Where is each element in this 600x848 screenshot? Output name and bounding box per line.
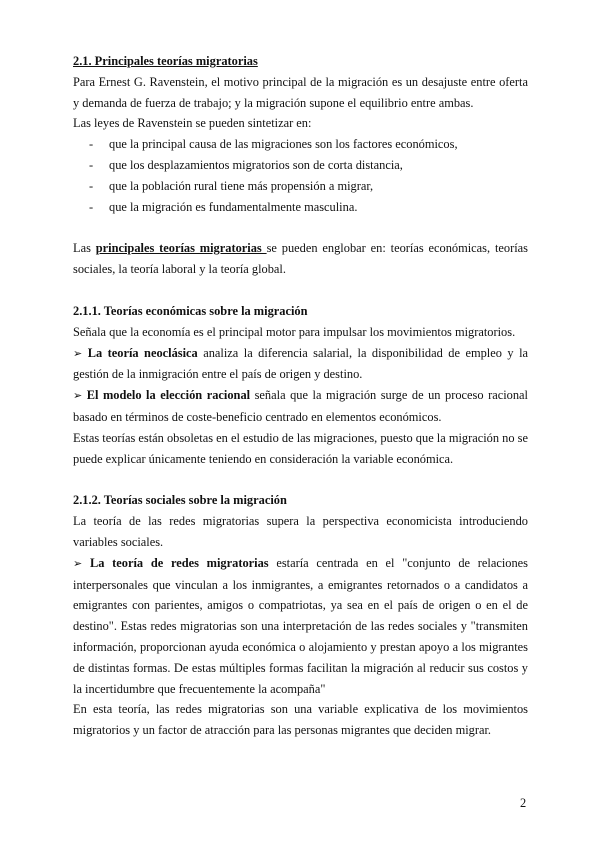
laws-intro: Las leyes de Ravenstein se pueden sintetizar en: <box>73 116 312 131</box>
bullet-dash: - <box>89 178 94 193</box>
page-body <box>73 51 528 741</box>
intro-paragraph: Para Ernest G. Ravenstein, el motivo principal de la migración es un desajuste entre oferta y demanda de fuerza de trabajo; y la migración supone el equilibrio entre ambas. <box>73 74 528 110</box>
economic-intro: Señala que la economía es el principal motor para impulsar los movimientos migratorios. <box>73 324 516 339</box>
list-item: - que la migración es fundamentalmente masculina. <box>73 197 528 218</box>
arrow-bullet-icon: ➢ <box>73 556 83 570</box>
bullet-dash: - <box>89 157 94 172</box>
list-item: - que la principal causa de las migraciones son los factores económicos, <box>73 134 528 155</box>
list-item: - que la población rural tiene más propensión a migrar, <box>73 176 528 197</box>
list-item: - que los desplazamientos migratorios son de corta distancia, <box>73 155 528 176</box>
social-closing: En esta teoría, las redes migratorias son una variable explicativa de los movimientos migratorios y un factor de atracción para las personas migrantes que deciden migrar. <box>73 702 528 738</box>
laws-list <box>73 134 528 217</box>
bullet-dash: - <box>89 137 94 152</box>
economic-title: 2.1.1. Teorías económicas sobre la migración <box>73 303 308 318</box>
social-title: 2.1.2. Teorías sociales sobre la migración <box>73 493 287 508</box>
social-intro: La teoría de las redes migratorias supera la perspectiva economicista introduciendo variables sociales. <box>73 514 528 549</box>
section-title: 2.1. Principales teorías migratorias <box>73 54 258 68</box>
economic-closing: Estas teorías están obsoletas en el estudio de las migraciones, puesto que la migración no se puede explicar únicamente teniendo en consideración la variable económica. <box>73 430 528 466</box>
summary-paragraph: Las principales teorías migratorias se pueden englobar en: teorías económicas, teorías sociales, la teoría laboral y la teoría global. <box>73 241 528 277</box>
summary-bold-term: principales teorías migratorias <box>95 241 267 256</box>
arrow-bullet-icon: ➢ <box>73 389 83 403</box>
social-item-redes: ➢ La teoría de redes migratorias estaría centrada en el "conjunto de relaciones interpersonales que vinculan a los inmigrantes, a emigrantes retornados o a candidatos a emigrantes con parientes, amigos o compatriotas, ya sea en el país de origen o en el de destino". Estas redes migratorias son una interpretación de las redes sociales y "transmiten información, proporcionan ayuda económica o alojamiento y prestan apoyo a los migrantes de distintas formas. De estas múltiples formas facilitan la migración al reducir sus costos y la incertidumbre que frecuentemente la acompaña" <box>73 555 528 696</box>
bullet-dash: - <box>89 199 94 214</box>
page-number: 2 <box>520 796 527 810</box>
economic-item-neoclasica: ➢ La teoría neoclásica analiza la diferencia salarial, la disponibilidad de empleo y la gestión de la inmigración entre el país de origen y destino. <box>73 345 529 382</box>
economic-item-eleccion-racional: ➢ El modelo la elección racional señala que la migración surge de un proceso racional basado en términos de coste-beneficio centrado en elementos económicos. <box>73 388 528 424</box>
arrow-bullet-icon: ➢ <box>73 346 83 360</box>
